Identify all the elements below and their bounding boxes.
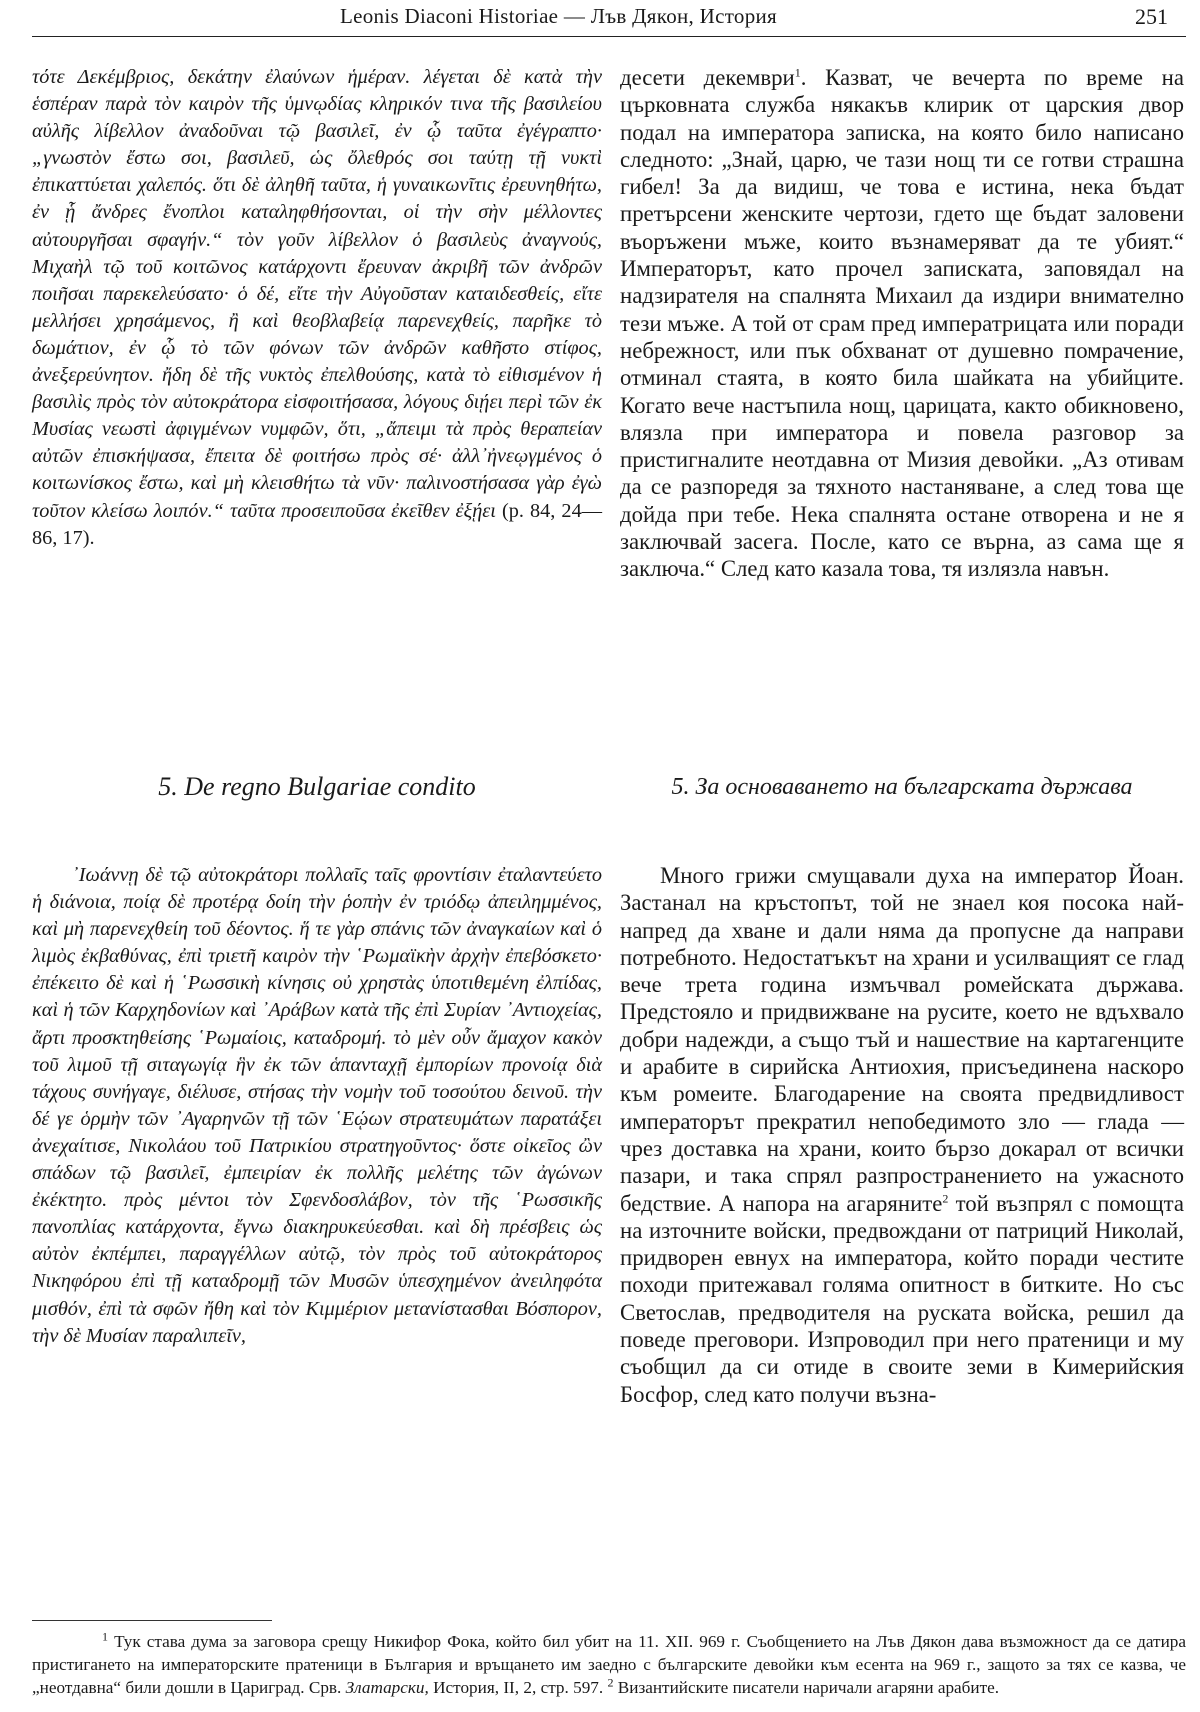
page-number: 251 xyxy=(1135,4,1168,29)
greek-paragraph-2: ᾿Ιωάννῃ δὲ τῷ αὐτοκράτορι πολλαῖς ταῖς φροντίσιν ἐταλαντεύετο ἡ διάνοια, ποίᾳ δὲ προτέρᾳ δοίη τὴν ῥοπὴν ἐν τριόδῳ ἀπειλημμένος, καὶ μὴ παρενεχθείη τοῦ δέοντος. ἥ τε γὰρ σπάνις τῶν ἀναγκαίων καὶ ὁ λιμὸς ἐκβαθύνας, ἐπὶ τριετῆ καιρὸν τὴν ῾Ρωμαϊκὴν ἀρχὴν ἐπεβόσκετο· ἐπέκειτο δὲ καὶ ἡ ῾Ρωσσικὴ κίνησις οὐ χρηστὰς ὑποτιθεμένη ἐλπίδας, καὶ ἡ τῶν Καρχηδονίων καὶ ᾿Αράβων κατὰ τῆς ἐπὶ Συρίαν ᾿Αντιοχείας, ἄρτι προσκτηθείσης ῾Ρωμαίοις, καταδρομή. τὸ μὲν οὖν ἄμαχον κακὸν τοῦ λιμοῦ τῇ σιταγωγίᾳ ἣν ἐκ τῶν ἁπανταχῇ ἐμπορίων προνοίᾳ διὰ τάχους συνήγαγε, διέλυσε, στήσας τὴν νομὴν τοῦ τοσούτου δεινοῦ. τὴν δέ γε ὁρμὴν τῶν ᾿Αγαρηνῶν τῇ τῶν ῾Εῴων στρατευμάτων παρατάξει ἀνεχαίτισε, Νικολάου τοῦ Πατρικίου στρατηγοῦντος· ὅστε οἰκεῖος ὢν σπάδων τῷ βασιλεῖ, ἐμπειρίαν ἐκ πολλῆς μελέτης τῶν ἀγώνων ἐκέκτητο. πρὸς μέντοι τὸν Σφενδοσλάβον, τὸν τῆς ῾Ρωσσικῆς πανοπλίας κατάρχοντα, ἔγνω διακηρυκεύεσθαι. καὶ δὴ πρέσβεις ὡς αὐτὸν ἐκπέμπει, παραγγέλλων αὐτῷ, τὸν πρὸς τοῦ αὐτοκράτορος Νικηφόρου ἐπὶ τῇ καταδρομῇ τῶν Μυσῶν ὑπεσχημένον ἀνειληφότα μισθόν, ἐπὶ τὰ σφῶν ἤθη καὶ τὸν Κιμμέριον μετανίστασθαι Βόσπορον, τὴν δὲ Μυσίαν παραλιπεῖν, xyxy=(32,864,602,1347)
bulgarian-paragraph-1-rest: . Казват, че вечерта по време на църковната служба някакъв клирик от царския двор подал на императора записка, на която било написано следното: „Знай, царю, че тази нощ ти се готви страшна гибел! За да видиш, че това е истина, нека бъдат претърсени женските чертози, гдето ще бъдат заловени въоръжени мъже, които възнамеряват да те убият.“ Императорът, като прочел записката, заповядал на надзирателя на спалнята Михаил да издири внимателно тези мъже. А той от срам пред императрицата или поради небрежност, или пък обхванат от душевно помрачение, отминал стаята, в която била шайката на убийците. Когато вече настъпила нощ, царицата, както обикновено, влязла при императора и повела разговор за пристигналите неотдавна от Мизия девойки. „Аз отивам да се разпоредя за тяхното настаняване, а след това ще дойда при тебе. Нека спалнята остане отворена и не я заключвай засега. После, като се върна, аз сама ще я заключа.“ След като казала това, тя излязла навън. xyxy=(620,65,1184,582)
greek-section-heading: 5. De regno Bulgariae condito xyxy=(158,772,476,801)
footnote-2-mark: 2 xyxy=(607,1675,614,1690)
bulgarian-paragraph-1 xyxy=(620,64,1184,583)
footnote-marker-2: 2 xyxy=(942,1190,949,1205)
bulgarian-section-heading: 5. За основаването на българската държава xyxy=(671,774,1133,800)
bulgarian-paragraph-2-start: Много грижи смущавали духа на император Йоан. Застанал на кръстопът, той не знаел коя посока най-напред да хване и дали няма да пропусне да направи потребното. Недостатъкът на храни и усилващият се глад вече трета година измъчвал ромейската държава. Предстояло и придвижване на русите, което не вдъхвало добри надежди, а също тъй и нашествие на картагенците и арабите в сирийска Антиохия, присъединена наскоро към ромеите. Благодарение на своята предвидливост императорът прекратил непобедимото зло — глада — чрез доставка на храни, които бързо докарал от всички пазари, и така спрял разпространението на ужасното бедствие. А напора на агаряните xyxy=(620,863,1184,1216)
greek-column-passage-2 xyxy=(32,862,602,1350)
bulgarian-paragraph-2 xyxy=(620,862,1184,1408)
bulgarian-paragraph-1-start: десети декември xyxy=(620,65,795,90)
greek-paragraph-1 xyxy=(32,64,602,552)
footnote-marker-1: 1 xyxy=(794,65,801,80)
footnotes xyxy=(32,1630,1186,1699)
running-head xyxy=(32,4,1186,36)
footnote-rule xyxy=(32,1620,272,1621)
bulgarian-paragraph-2-rest: той възпрял с помощта на източните войски, предвождани от патриций Николай, придворен евнух на императора, който поради честите походи притежавал голяма опитност в битките. Но със Светослав, предводителя на руската войска, решил да поведе преговори. Изпроводил при него пратеници и му съобщил да си отиде в своите земи в Кимерийския Босфор, след като получи възна- xyxy=(620,1190,1184,1407)
greek-paragraph-1-text: τότε Δεκέμβριος, δεκάτην ἐλαύνων ἡμέραν. λέγεται δὲ κατὰ τὴν ἑσπέραν παρὰ τὸν καιρὸν τῆς ὑμνῳδίας κληρικόν τινα τῆς βασιλείου αὐλῆς λίβελλον ἀναδοῦναι τῷ βασιλεῖ, ἐν ᾧ ταῦτα ἐγέγραπτο· „γνωστὸν ἔστω σοι, βασιλεῦ, ὡς ὄλεθρός σοι ταύτῃ τῇ νυκτὶ ἐπικαττύεται χαλεπός. ὅτι δὲ ἀληθῆ ταῦτα, ἡ γυναικωνῖτις ἐρευνηθήτω, ἐν ᾗ ἄνδρες ἔνοπλοι καταληφθήσονται, οἱ τὴν σὴν μέλλοντες αὐτουργῆσαι σφαγήν.“ τὸν γοῦν λίβελλον ὁ βασιλεὺς ἀναγνούς, Μιχαὴλ τῷ τοῦ κοιτῶνος κατάρχοντι ἔρευναν ἀκριβῆ τῶν ἀνδρῶν ποιῆσαι παρεκελεύσατο· ὁ δέ, εἴτε τὴν Αὐγοῦσταν καταιδεσθείς, εἴτε μελλήσει χρησάμενος, ἢ καὶ θεοβλαβείᾳ παρενεχθείς, παρῆκε τὸ δωμάτιον, ἐν ᾧ τὸ τῶν φόνων τῶν ἀνδρῶν καθῆστο στίφος, ἀνεξερεύνητον. ἤδη δὲ τῆς νυκτὸς ἐπελθούσης, κατὰ τὸ εἰθισμένον ἡ βασιλὶς πρὸς τὸν αὐτοκράτορα εἰσφοιτήσασα, λόγους διῄει περὶ τῶν ἐκ Μυσίας νεωστὶ ἀφιγμένων νυμφῶν, ὅτι, „ἄπειμι τὰ πρὸς θεραπείαν αὐτῶν ἐπισκήψασα, ἔπειτα δὲ φοιτήσω πρὸς σέ· ἀλλ᾽ἠνεῳγμένος ὁ κοιτωνίσκος ἔστω, καὶ μὴ κλεισθήτω τὰ νῦν· παλινοστήσασα γὰρ ἐγὼ τοῦτον κλείσω λοιπόν.“ ταῦτα προσειποῦσα ἐκεῖθεν ἐξῄει xyxy=(32,66,602,522)
footnote-1 xyxy=(32,1630,1186,1699)
footnote-1-mark: 1 xyxy=(102,1629,108,1644)
bulgarian-column-passage-1 xyxy=(620,64,1184,583)
bulgarian-column-passage-2 xyxy=(620,862,1184,1408)
greek-paragraph-1-reference: (p. 84, 24—86, 17). xyxy=(32,499,602,549)
running-head-title: Leonis Diaconi Historiae — Лъв Дякон, История xyxy=(340,4,778,28)
footnote-1-text-b: История, II, 2, стр. 597. xyxy=(433,1678,604,1697)
footnote-1-author: Златарски, xyxy=(345,1678,429,1697)
footnote-1-text-a: Тук става дума за заговора срещу Никифор Фока, който бил убит на 11. XII. 969 г. Съобщението на Лъв Дякон дава възможност да се датира пристигането на императорските пратеници в България и връщането им заедно с българските девойки към есента на 969 г., защото за тях се казва, че „неотдавна“ били дошли в Цариград. Срв. xyxy=(32,1632,1186,1697)
greek-column-passage-1 xyxy=(32,64,602,552)
header-rule xyxy=(32,36,1186,37)
footnote-2-text: Византийските писатели наричали агаряни арабите. xyxy=(617,1678,1000,1697)
